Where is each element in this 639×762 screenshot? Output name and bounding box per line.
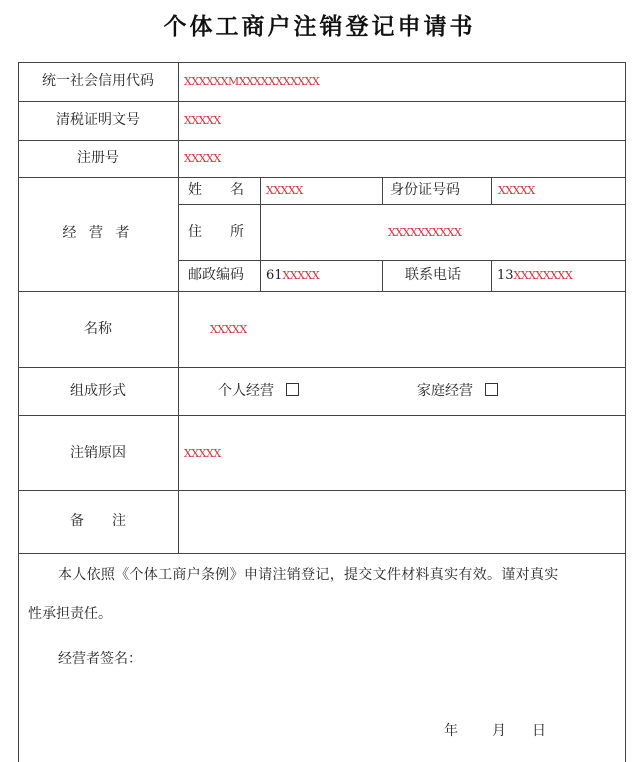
date-month: 月 — [492, 723, 506, 739]
id-number-value[interactable]: XXXXX — [498, 184, 535, 197]
row-divider — [19, 415, 625, 416]
column-divider — [491, 177, 492, 204]
row-divider — [19, 101, 625, 102]
postal-code-value[interactable] — [266, 266, 319, 285]
checkbox-family[interactable] — [485, 383, 498, 396]
column-divider — [178, 63, 179, 553]
row-divider — [19, 490, 625, 491]
phone-prefix: 13 — [497, 268, 514, 283]
declaration-line-1: 本人依照《个体工商户条例》申请注销登记，提交文件材料真实有效。谨对真实 — [58, 567, 559, 583]
row-divider — [178, 260, 625, 261]
option-family-label: 家庭经营 — [417, 383, 473, 399]
name-field-label: 姓 名 — [188, 182, 244, 198]
option-individual-label: 个人经营 — [218, 383, 274, 399]
reason-label: 注销原因 — [70, 445, 126, 461]
business-name-value[interactable]: XXXXX — [210, 323, 247, 336]
org-form-label: 组成形式 — [70, 383, 126, 399]
option-individual[interactable] — [218, 382, 299, 400]
date-day: 日 — [532, 723, 546, 739]
row-divider — [19, 140, 625, 141]
checkbox-individual[interactable] — [286, 383, 299, 396]
document-title: 个体工商户注销登记申请书 — [163, 13, 476, 40]
postal-code-label: 邮政编码 — [188, 267, 244, 283]
address-label: 住 所 — [188, 224, 244, 240]
remark-label: 备 注 — [70, 513, 126, 529]
postal-code-prefix: 61 — [266, 268, 283, 283]
declaration-line-2: 性承担责任。 — [28, 606, 112, 622]
row-divider — [178, 204, 625, 205]
reg-no-label: 注册号 — [77, 150, 119, 166]
operator-label: 经 营 者 — [62, 225, 134, 241]
option-family[interactable] — [417, 382, 498, 400]
tax-doc-value[interactable]: XXXXX — [184, 114, 221, 127]
name-field-value[interactable]: XXXXX — [266, 184, 303, 197]
column-divider — [260, 177, 261, 204]
business-name-label: 名称 — [84, 321, 112, 337]
tax-doc-label: 清税证明文号 — [56, 112, 140, 128]
column-divider — [382, 260, 383, 291]
row-divider — [19, 291, 625, 292]
reason-value[interactable]: XXXXX — [184, 447, 221, 460]
row-divider — [19, 177, 625, 178]
phone-value[interactable] — [497, 266, 572, 285]
row-divider — [19, 553, 625, 554]
column-divider — [260, 204, 261, 260]
postal-code-rest: XXXXX — [282, 269, 320, 282]
row-divider — [19, 367, 625, 368]
credit-code-value[interactable]: XXXXXXMXXXXXXXXXXX — [184, 75, 320, 88]
column-divider — [491, 260, 492, 291]
phone-label: 联系电话 — [405, 267, 461, 283]
address-value[interactable]: XXXXXXXXXX — [388, 226, 462, 239]
column-divider — [260, 260, 261, 291]
phone-rest: XXXXXXXX — [513, 269, 573, 282]
signature-label: 经营者签名： — [58, 651, 142, 667]
reg-no-value[interactable]: XXXXX — [184, 152, 221, 165]
date-year: 年 — [444, 723, 458, 739]
credit-code-label: 统一社会信用代码 — [42, 73, 154, 89]
id-number-label: 身份证号码 — [390, 182, 460, 198]
column-divider — [382, 177, 383, 204]
